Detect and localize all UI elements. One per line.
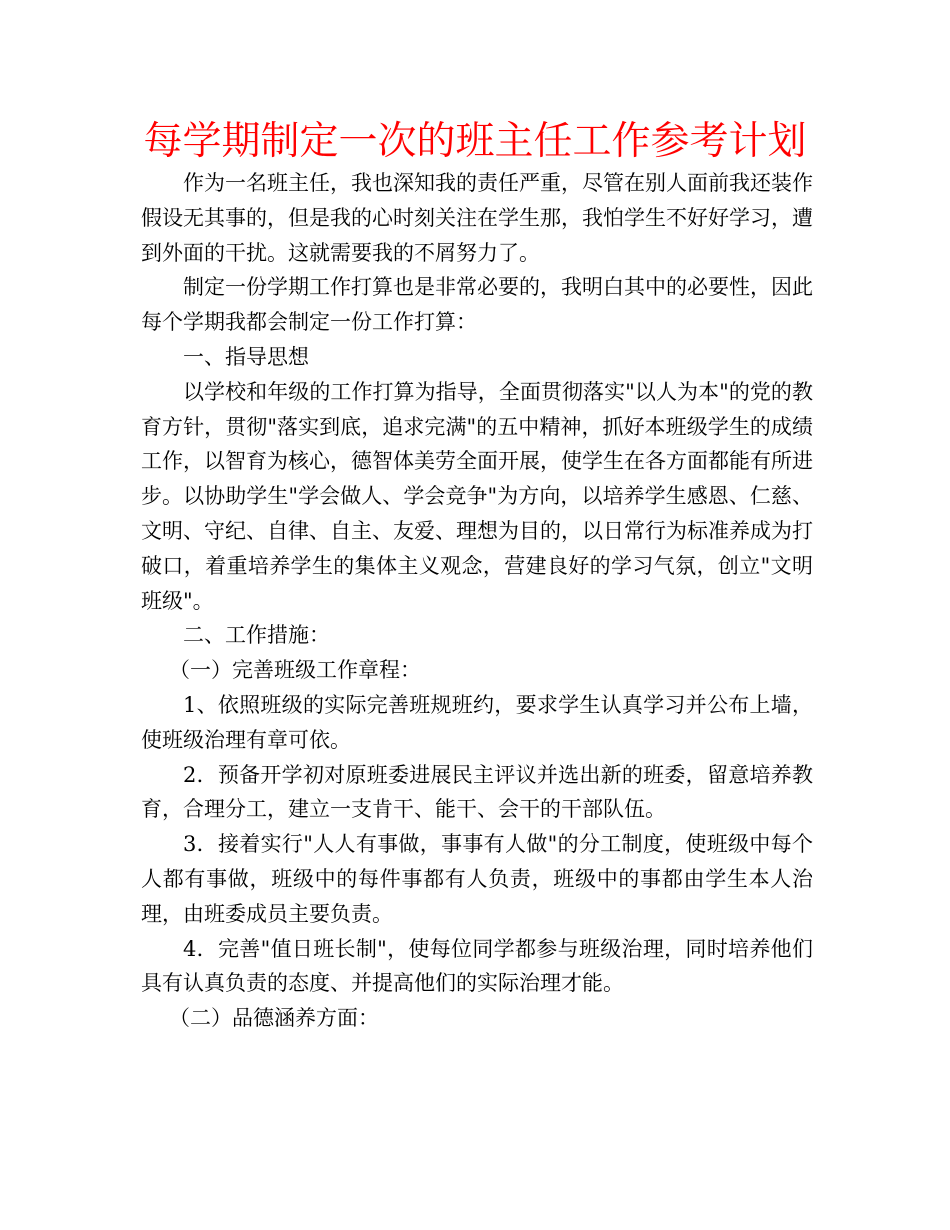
subsection-heading-moral-cultivation: （二）品德涵养方面： [169, 1006, 379, 1031]
measure-item-2: 2．预备开学初对原班委进展民主评议并选出新的班委，留意培养教育，合理分工，建立一支肯干、能干、会干的干部队伍。 [141, 762, 813, 822]
document-body [141, 166, 813, 1036]
guiding-ideology-paragraph: 以学校和年级的工作打算为指导，全面贯彻落实"以人为本"的党的教育方针，贯彻"落实到底，追求完满"的五中精神，抓好本班级学生的成绩工作，以智育为核心，德智体美劳全面开展，使学生在各方面都能有所进步。以协助学生"学会做人、学会竞争"为方向，以培养学生感恩、仁慈、文明、守纪、自律、自主、友爱、理想为目的，以日常行为标准养成为打破口，着重培养学生的集体主义观念，营建良好的学习气氛，创立"文明班级"。 [141, 379, 813, 613]
subsection-heading-class-rules: （一）完善班级工作章程： [169, 658, 421, 683]
intro-paragraph-2: 制定一份学期工作打算也是非常必要的，我明白其中的必要性，因此每个学期我都会制定一份工作打算： [141, 275, 813, 335]
intro-paragraph-1: 作为一名班主任，我也深知我的责任严重，尽管在别人面前我还装作假设无其事的，但是我的心时刻关注在学生那，我怕学生不好好学习，遭到外面的干扰。这就需要我的不屑努力了。 [141, 171, 813, 265]
measure-item-1: 1、依照班级的实际完善班规班约，要求学生认真学习并公布上墙，使班级治理有章可依。 [141, 692, 813, 752]
measure-item-3: 3．接着实行"人人有事做，事事有人做"的分工制度，使班级中每个人都有事做，班级中的每件事都有人负责，班级中的事都由学生本人治理，由班委成员主要负责。 [141, 832, 813, 926]
section-heading-guiding-ideology: 一、指导思想 [183, 344, 309, 369]
section-heading-work-measures: 二、工作措施： [183, 623, 330, 648]
document-title: 每学期制定一次的班主任工作参考计划 [143, 119, 807, 164]
measure-item-4: 4．完善"值日班长制"，使每位同学都参与班级治理，同时培养他们具有认真负责的态度、并提高他们的实际治理才能。 [141, 936, 813, 996]
